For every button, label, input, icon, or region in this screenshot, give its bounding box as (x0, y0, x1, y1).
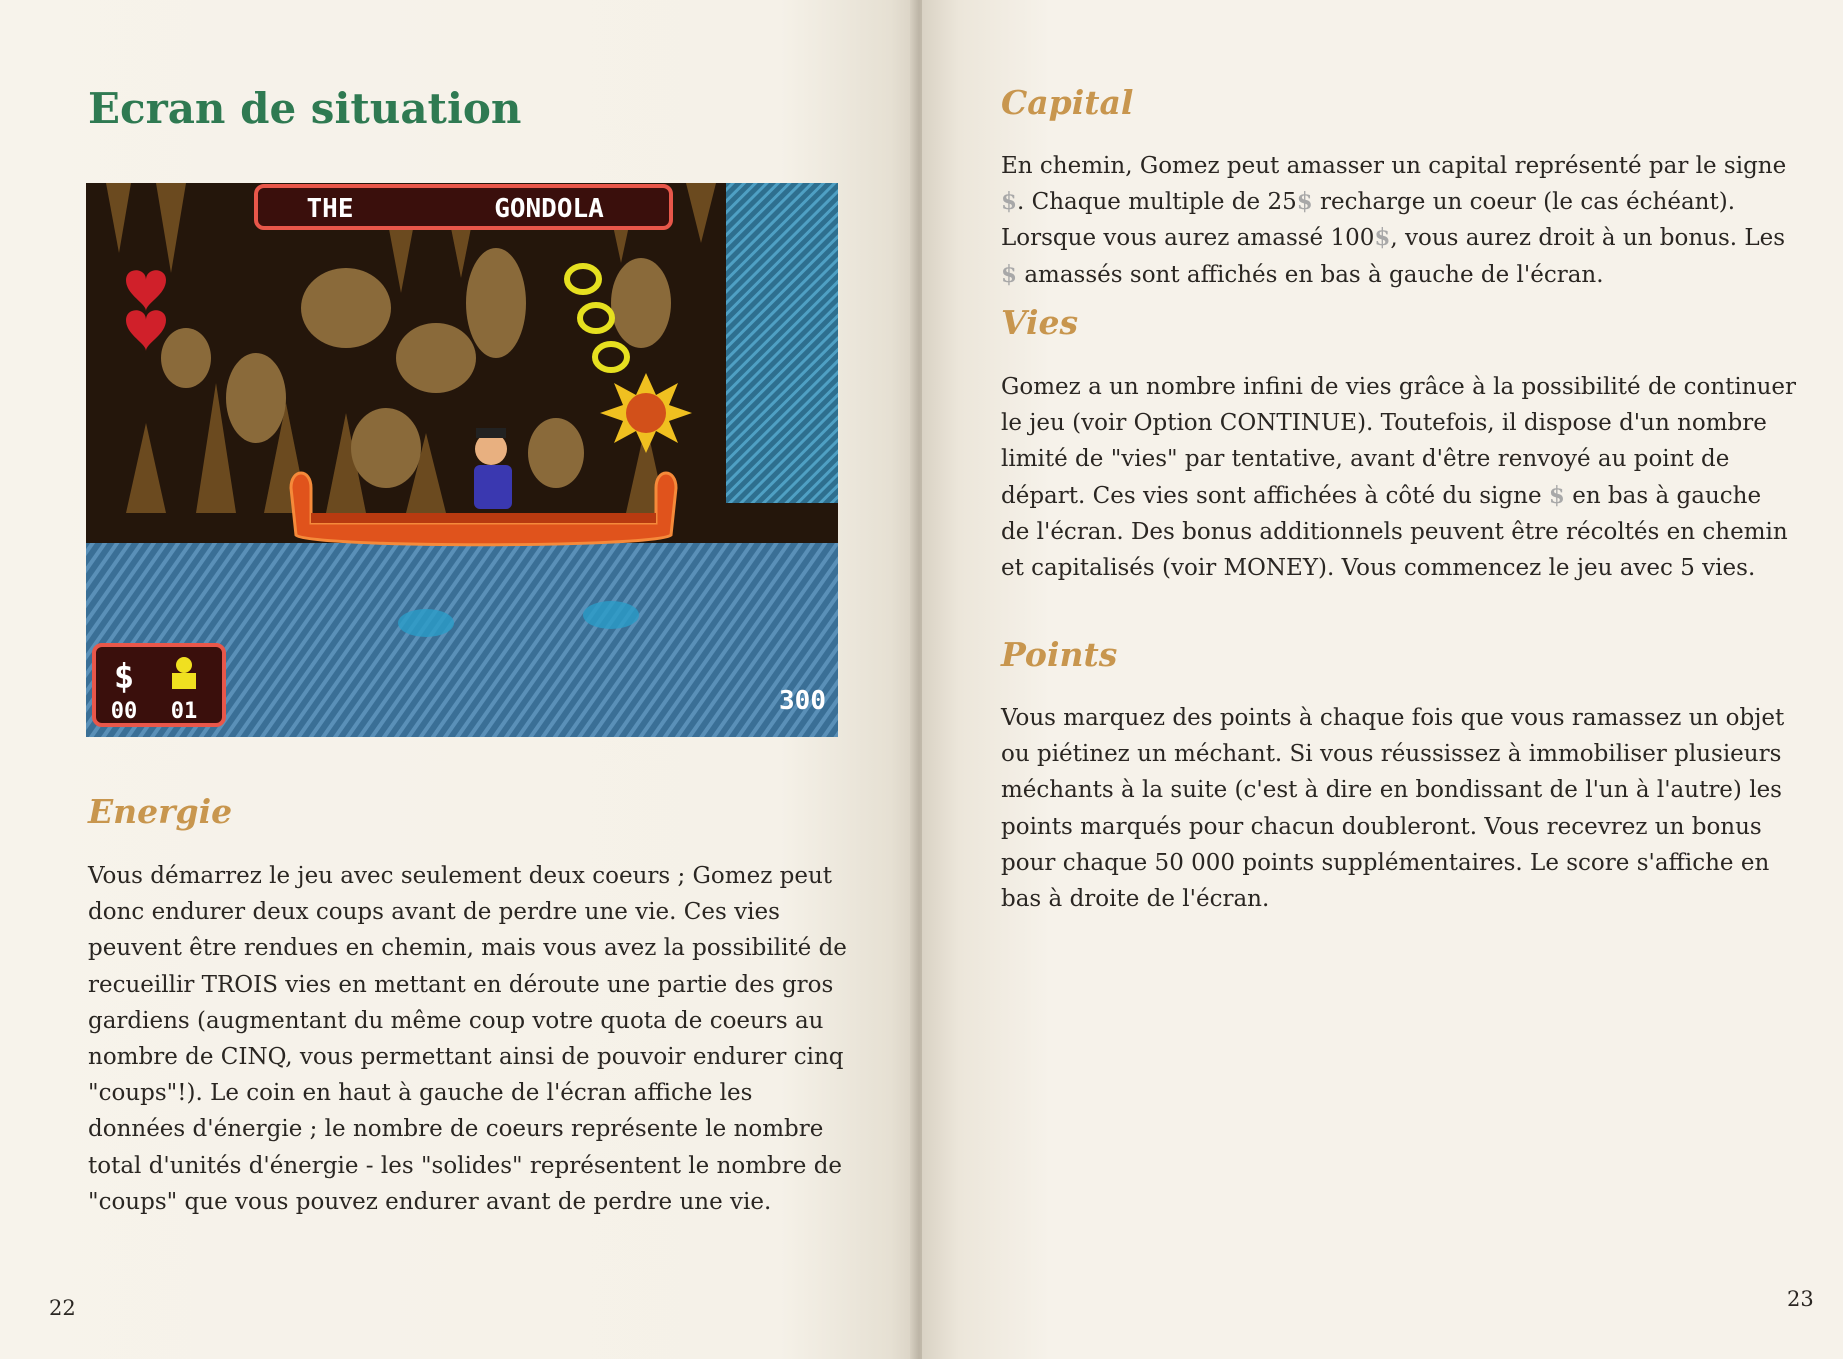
right-page (922, 0, 1843, 1359)
score-counter: 300 (779, 686, 826, 716)
left-page (0, 0, 918, 1359)
capital-text-part: . Chaque multiple de 25 (1017, 189, 1297, 216)
capital-text (1001, 148, 1796, 293)
capital-heading: Capital (1001, 83, 1134, 122)
cave-wall (726, 183, 838, 503)
vies-heading: Vies (1001, 303, 1079, 342)
lives-counter: 01 (170, 699, 198, 724)
vies-text-part: Gomez a un nombre infini de vies grâce à la possibilité de continuer le jeu (voir Option CONTINUE). Toutefois, il dispose d'un nombre limité de "vies" par tentative, avant d'être renvoyé au point de départ. Ces vies sont affichées à côté du signe (1001, 374, 1796, 509)
page-number-right: 23 (1787, 1287, 1814, 1311)
banner-word-gondola: GONDOLA (494, 194, 604, 224)
hud-money-lives (94, 645, 224, 725)
game-screenshot (86, 183, 838, 737)
dollar-sign-icon: $ (1001, 260, 1018, 288)
dollar-sign-icon: $ (1296, 188, 1313, 216)
capital-text-part: , vous aurez droit à un bonus. Les (1390, 225, 1786, 252)
capital-text-part: recharge un coeur (le cas échéant). Lorsque vous aurez amassé 100 (1001, 189, 1736, 252)
capital-text-part: En chemin, Gomez peut amasser un capital représenté par le signe (1001, 153, 1787, 179)
page-number-left: 22 (49, 1296, 76, 1320)
points-text: Vous marquez des points à chaque fois que vous ramassez un objet ou piétinez un méchant. Si vous réussissez à immobiliser plusieurs méchants à la suite (c'est à dire en bondissant de l'un à l'autre) les points marqués pour chacun doubleront. Vous recevrez un bonus pour chaque 50 000 points supplémentaires. Le score s'affiche en bas à droite de l'écran. (1001, 705, 1785, 913)
dollar-sign-icon: $ (1374, 224, 1391, 252)
game-scene (86, 183, 838, 737)
dollar-icon: $ (113, 657, 135, 697)
dollar-sign-icon: $ (1001, 188, 1018, 216)
points-heading: Points (1001, 635, 1118, 674)
banner-word-the: THE (306, 194, 354, 224)
money-counter: 00 (110, 699, 138, 724)
energie-text: Vous démarrez le jeu avec seulement deux coeurs ; Gomez peut donc endurer deux coups avant de perdre une vie. Ces vies peuvent être rendues en chemin, mais vous avez la possibilité de recueillir TROIS vies en mettant en déroute une partie des gros gardiens (augmentant du même coup votre quota de coeurs au nombre de CINQ, vous permettant ainsi de pouvoir endurer cinq "coups"!). Le coin en haut à gauche de l'écran affiche les données d'énergie ; le nombre de coeurs représente le nombre total d'unités d'énergie - les "solides" représentent le nombre de "coups" que vous pouvez endurer avant de perdre une vie. (88, 863, 847, 1215)
capital-text-part: amassés sont affichés en bas à gauche de l'écran. (1017, 261, 1604, 288)
level-banner (256, 186, 671, 228)
dollar-sign-icon: $ (1548, 481, 1565, 509)
vies-text-part: en bas à gauche de l'écran. Des bonus additionnels peuvent être récoltés en chemin et capitalisés (voir MONEY). Vous commencez le jeu avec 5 vies. (1001, 482, 1788, 582)
page-title: Ecran de situation (88, 84, 522, 133)
energie-heading: Energie (88, 792, 233, 831)
vies-text (1001, 369, 1796, 586)
